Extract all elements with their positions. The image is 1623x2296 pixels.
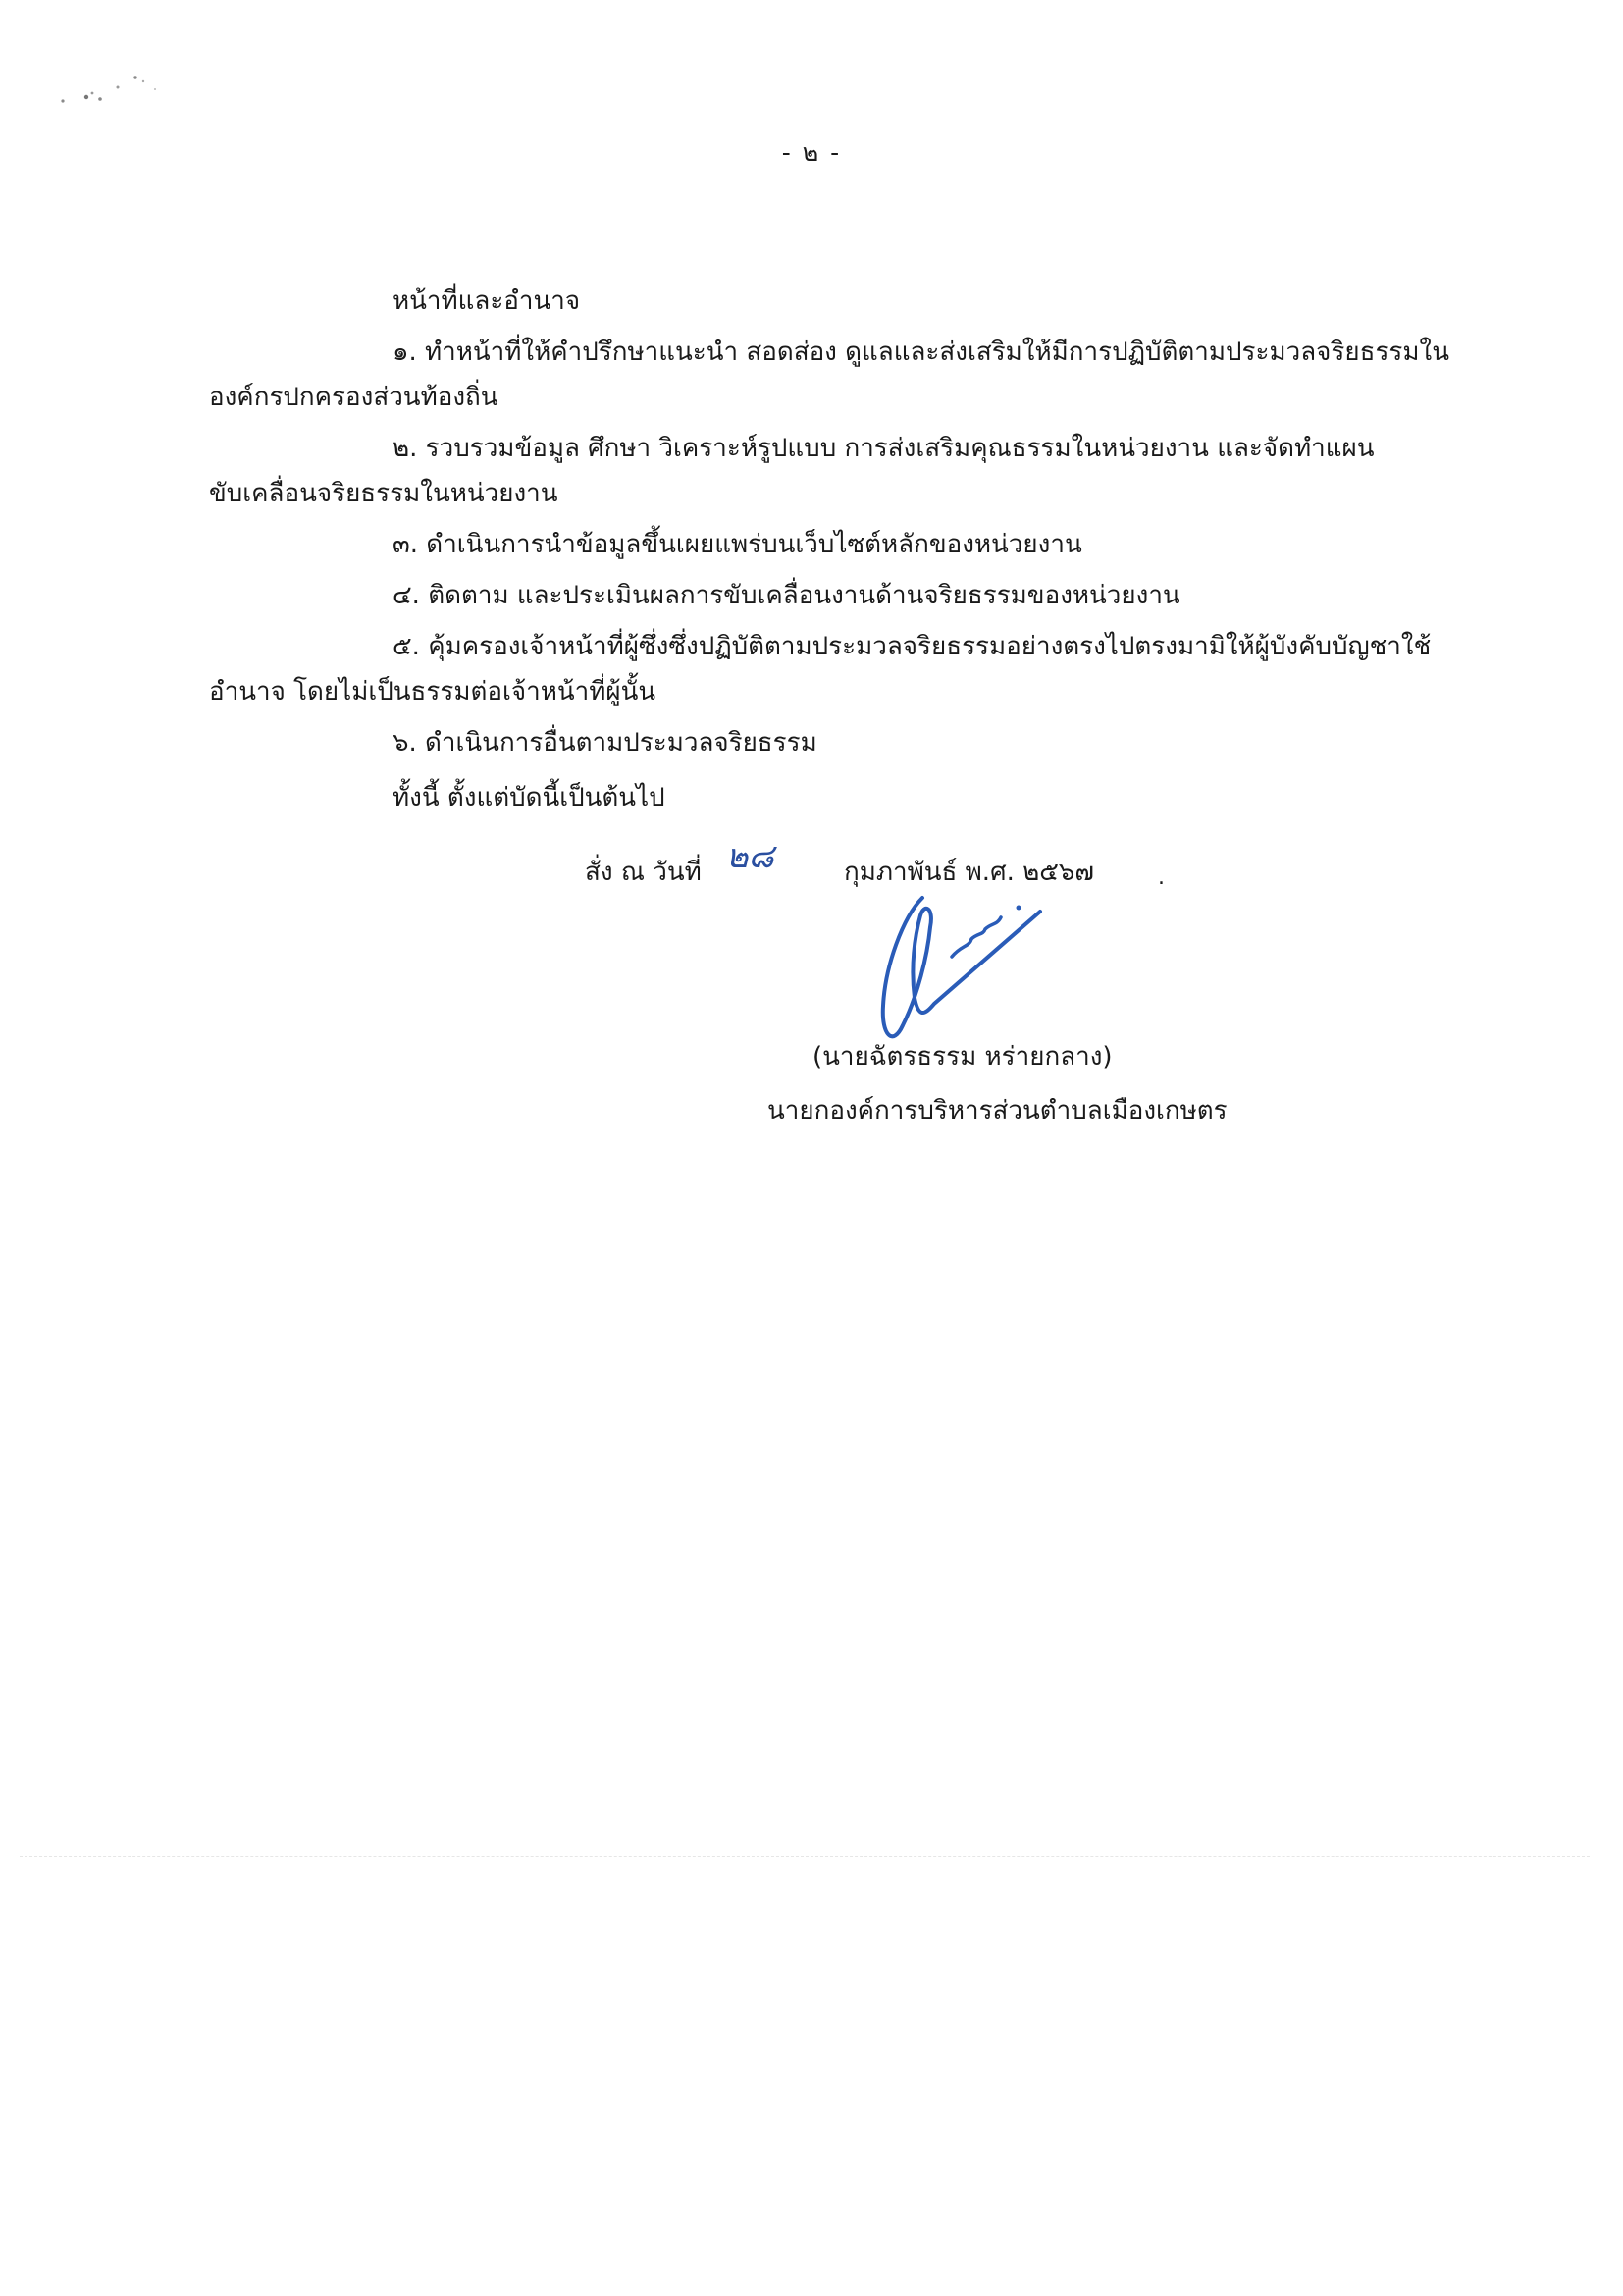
duty-item-5: ๕. คุ้มครองเจ้าหน้าที่ผู้ซึ่งซึ่งปฏิบัติตามประมวลจริยธรรมอย่างตรงไปตรงมามิให้ผู้บังคับบัญชาใช้ — [393, 632, 1432, 661]
scan-specks — [49, 54, 167, 113]
effective-statement: ทั้งนี้ ตั้งแต่บัดนี้เป็นต้นไป — [393, 783, 665, 812]
order-date-trailing-mark: . — [1158, 865, 1165, 890]
signer-name: (นายฉัตรธรรม หร่ายกลาง) — [812, 1042, 1113, 1071]
section-heading: หน้าที่และอำนาจ — [393, 287, 581, 316]
signer-position: นายกองค์การบริหารส่วนตำบลเมืองเกษตร — [767, 1096, 1228, 1125]
duty-item-6: ๖. ดำเนินการอื่นตามประมวลจริยธรรม — [393, 728, 817, 757]
order-date-month-year: กุมภาพันธ์ พ.ศ. ๒๕๖๗ — [844, 858, 1094, 887]
duty-item-5-continuation: อำนาจ โดยไม่เป็นธรรมต่อเจ้าหน้าที่ผู้นั้น — [209, 677, 656, 706]
order-date-day-handwritten: ๒๘ — [726, 837, 774, 876]
duty-item-1: ๑. ทำหน้าที่ให้คำปรึกษาแนะนำ สอดส่อง ดูแลและส่งเสริมให้มีการปฏิบัติตามประมวลจริยธรรมใน — [393, 338, 1449, 367]
scan-artifact-line — [20, 1856, 1590, 1857]
duty-item-1-continuation: องค์กรปกครองส่วนท้องถิ่น — [209, 383, 498, 412]
order-date-prefix: สั่ง ณ วันที่ — [585, 858, 702, 887]
duty-item-2-continuation: ขับเคลื่อนจริยธรรมในหน่วยงาน — [209, 479, 558, 508]
signature — [864, 888, 1079, 1055]
page-number: - ๒ - — [781, 138, 842, 167]
duty-item-3: ๓. ดำเนินการนำข้อมูลขึ้นเผยแพร่บนเว็บไซต์หลักของหน่วยงาน — [393, 530, 1082, 559]
duty-item-4: ๔. ติดตาม และประเมินผลการขับเคลื่อนงานด้านจริยธรรมของหน่วยงาน — [393, 581, 1180, 610]
duty-item-2: ๒. รวบรวมข้อมูล ศึกษา วิเคราะห์รูปแบบ การส่งเสริมคุณธรรมในหน่วยงาน และจัดทำแผน — [393, 434, 1375, 463]
